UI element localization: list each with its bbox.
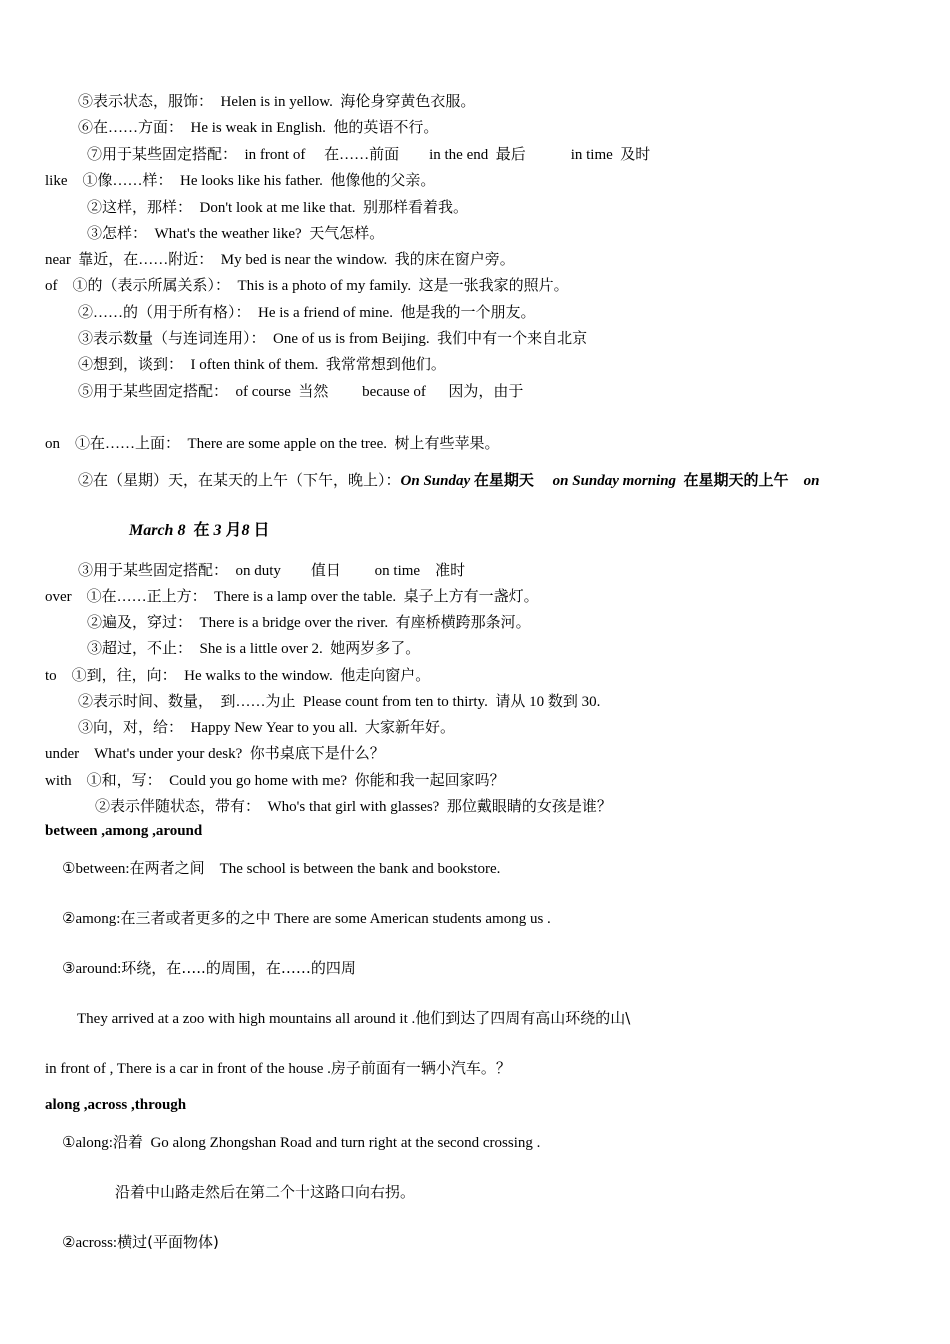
text-line: ③表示数量（与连词连用）： One of us is from Beijing. 我们中有一个来自北京 xyxy=(78,331,588,347)
text-line: near 靠近，在……附近： My bed is near the window. 我的床在窗户旁。 xyxy=(45,252,515,268)
text-line: to ①到，往，向： He walks to the window. 他走向窗户。 xyxy=(45,668,431,684)
section-heading: between ,among ,around xyxy=(45,823,203,839)
text-line: ②表示时间、数量， 到……为止 Please count from ten to thirty. 请从 10 数到 30. xyxy=(78,694,601,710)
text-line-across: ②across:横过(平面物体) xyxy=(62,1233,219,1251)
text-line: with ①和，写： Could you go home with me? 你能和我一起回家吗？ xyxy=(45,773,505,789)
text-line: ②表示伴随状态，带有： Who's that girl with glasses? 那位戴眼睛的女孩是谁？ xyxy=(95,799,612,815)
text-line: ③向，对，给： Happy New Year to you all. 大家新年好。 xyxy=(78,720,456,736)
text-line-around-example: They arrived at a zoo with high mountains all around it .他们到达了四周有高山环绕的山\ xyxy=(77,1009,631,1027)
text-line: ③用于某些固定搭配： on duty 值日 on time 准时 xyxy=(78,563,466,579)
text-line: ②遍及，穿过： There is a bridge over the river. 有座桥横跨那条河。 xyxy=(87,615,531,631)
text-line: like ①像……样： He looks like his father. 他像他的父亲。 xyxy=(45,173,436,189)
section-heading: along ,across ,through xyxy=(45,1097,187,1113)
text-line-march: March 8 在 3 月8 日 xyxy=(129,520,270,539)
text-line: ③超过，不止： She is a little over 2. 她两岁多了。 xyxy=(87,641,421,657)
text-line-along: ①along:沿着 Go along Zhongshan Road and turn right at the second crossing . xyxy=(62,1133,541,1151)
text-line-among: ②among:在三者或者更多的之中 There are some American students among us . xyxy=(62,909,551,927)
text-line: ⑦用于某些固定搭配： in front of 在……前面 in the end 最后 in time 及时 xyxy=(87,147,651,163)
text-line-between: ①between:在两者之间 The school is between the bank and bookstore. xyxy=(62,859,501,877)
text-line-on-sunday: ②在（星期）天，在某天的上午（下午，晚上）：On Sunday 在星期天 on Sunday morning 在星期天的上午 on xyxy=(78,471,820,489)
text-line: ②这样，那样： Don't look at me like that. 别那样看着我。 xyxy=(87,200,469,216)
text-line: ⑤表示状态，服饰： Helen is in yellow. 海伦身穿黄色衣服。 xyxy=(78,94,476,110)
text-line: ⑥在……方面： He is weak in English. 他的英语不行。 xyxy=(78,120,439,136)
text-line: ④想到，谈到： I often think of them. 我常常想到他们。 xyxy=(78,357,446,373)
text-line: on ①在……上面： There are some apple on the tree. 树上有些苹果。 xyxy=(45,436,500,452)
text-line-in-front-of: in front of , There is a car in front of the house .房子前面有一辆小汽车。？ xyxy=(45,1059,511,1077)
text-line: ⑤用于某些固定搭配： of course 当然 because of 因为，由于 xyxy=(78,384,524,400)
text-line: ③怎样： What's the weather like? 天气怎样。 xyxy=(87,226,385,242)
text-line-along-translation: 沿着中山路走然后在第二个十这路口向右拐。 xyxy=(115,1183,416,1201)
text-line: of ①的（表示所属关系）： This is a photo of my family. 这是一张我家的照片。 xyxy=(45,278,569,294)
text-line: under What's under your desk? 你书桌底下是什么？ xyxy=(45,746,385,762)
text-line: ②……的（用于所有格）： He is a friend of mine. 他是我的一个朋友。 xyxy=(78,305,536,321)
text-line: over ①在……正上方： There is a lamp over the table. 桌子上方有一盏灯。 xyxy=(45,589,539,605)
text-line-around: ③around:环绕，在…..的周围，在……的四周 xyxy=(62,959,356,977)
